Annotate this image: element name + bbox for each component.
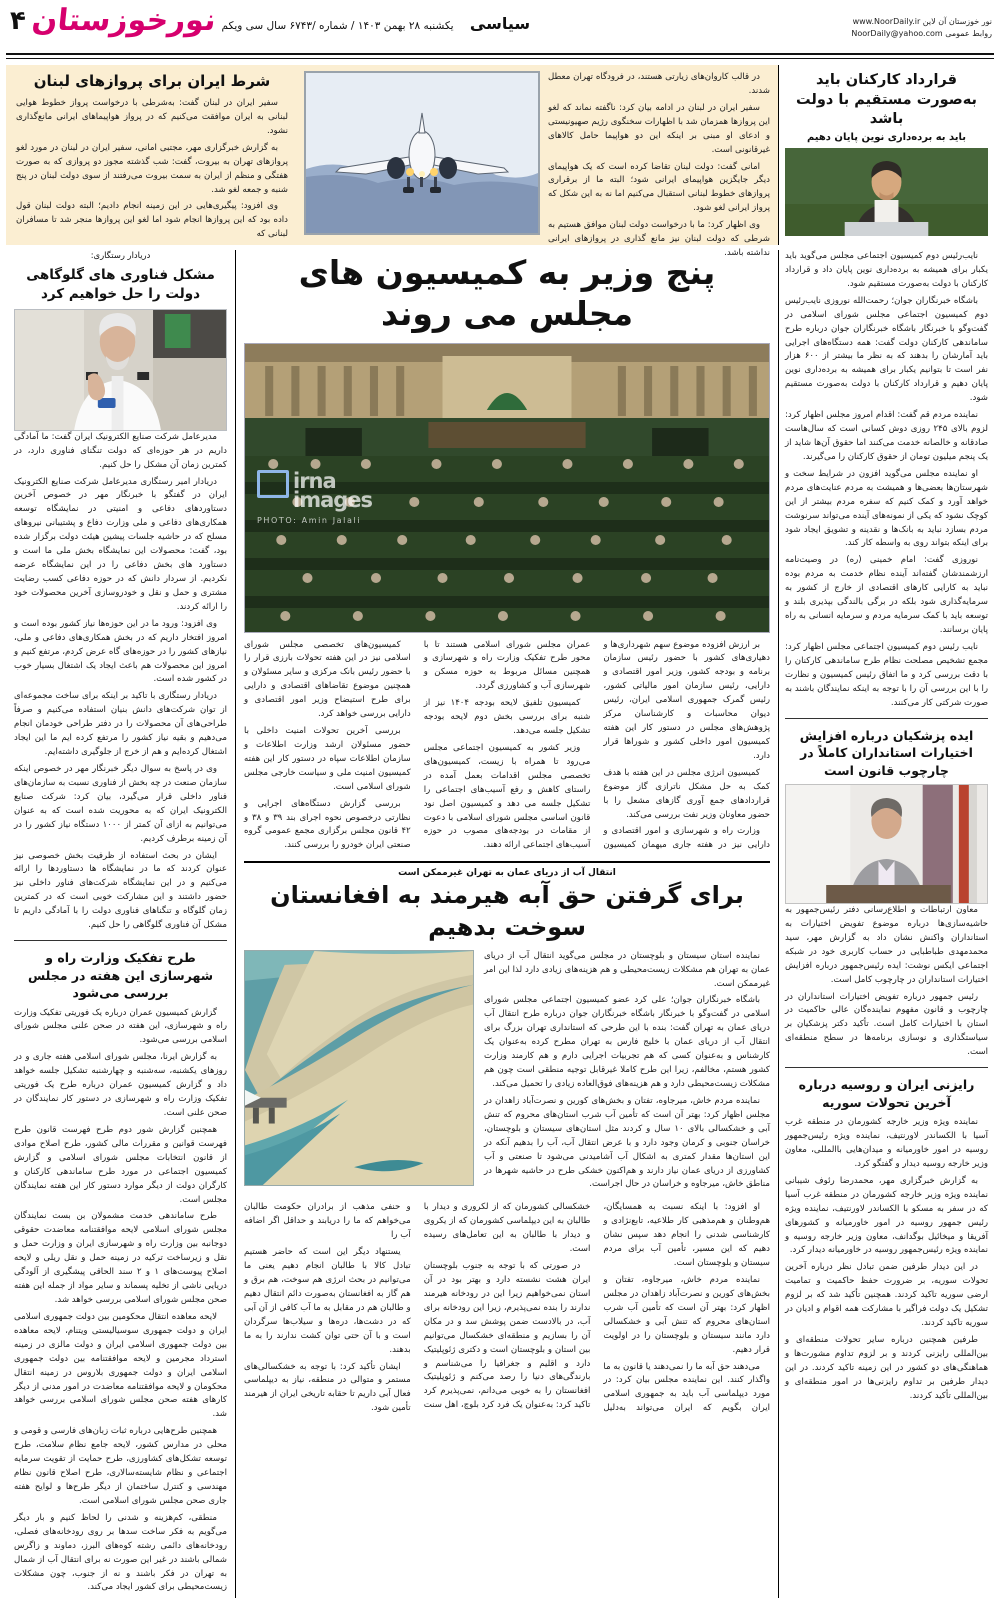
paragraph: کمیسیون‌های تخصصی مجلس شورای اسلامی نیز در این هفته تحولات بارزی قرار را با حضور رئیس بانک مرکزی و سایر مسئولان و همچنین موضوع تقاضاهای اقتصادی و دارایی برای طرح استیضاح وزیر امور اقتصادی و دارایی بررسی خواهد کرد. — [244, 639, 411, 720]
photo-speaker-at-podium — [785, 148, 988, 236]
divider — [244, 861, 770, 863]
headline-tech-bottlenecks: مشکل فناوری های گلوگاهی دولت را حل خواهیم کرد — [26, 267, 215, 302]
paragraph: لایحه معاهده انتقال محکومین بین دولت جمهوری اسلامی ایران و دولت جمهوری سوسیالیستی ویتنام، لایحه معاهده بین دولت جمهوری اسلامی ایران و دولت مالزی در زمینه استرداد مجرمین و لایحه موافقتنامه بین دولت جمهوری اسلامی ایران و دولت جمهوری بلاروس در زمینه انتقال محکومان و لایحه موافقتنامه معاضدت در امور مدنی از دیگر کارهای هفته صحن مجلس شورای اسلامی بررسی خواهد شد. — [14, 1311, 227, 1420]
main-content — [6, 250, 994, 1598]
article-lebanon-flights — [6, 65, 296, 245]
pezeshkian-body — [785, 904, 988, 1060]
paragraph: وی افزود: پیگیری‌هایی در این زمینه انجام دادیم؛ البته دولت لبنان قول داده بود که این پروازها انجام شود اما لغو این پروازها منجر شد تا مسافران لبنانی که — [16, 201, 288, 240]
water-story-top — [244, 950, 770, 1196]
paragraph: بررسی گزارش دستگاه‌های اجرایی و نظارتی درخصوص نحوه اجرای بند ۳۹ و ۳۸ و ۴۲ قانون مجلس برگزاری مجمع عمومی گروه صنعتی ایران خودرو را بررسی کنند. — [244, 798, 411, 851]
paragraph: دریادار امیر رستگاری مدیرعامل شرکت صنایع الکترونیک ایران در گفتگو با خبرنگار مهر در خصوص آخرین دستاوردهای دفاعی و امنیتی در نمایشگاه توسعه همکاری‌های دفاعی و ملی وزارت دفاع و پشتیبانی نیروهای مسلح که در حاشیه جلسات پیشین هیئت دولت برگزار شده بود، گفت: محصولات این نمایشگاه بخش ملی ما است و دستاورد های بخش دفاعی را در این نمایشگاه عرضه نکردیم. از سردار دانش که در حوزه دفاعی کسب رضایت مشتری و حمل و نقل و خودروسازی آخرین محصولات خود را ارائه کردند. — [14, 476, 227, 612]
article-workers-contract — [778, 65, 994, 245]
paragraph: مدیرعامل شرکت صنایع الکترونیک ایران گفت: ما آمادگی داریم در هر حوزه‌ای که دولت تنگنای فناوری دارد، در کمترین زمان آن مشکل را حل کنیم. — [14, 431, 227, 470]
paragraph: طرح ساماندهی خدمت مشمولان بن بست نمایندگان مجلس شورای اسلامی لایحه موافقتنامه معاضدت حقوقی دوجانبه بین وزارت راه و شهرسازی ایران و وزارت حمل و نقل و زیرساخت ترکیه در زمینه حمل و نقل ریلی و لایحه اصلاح پیوست‌های ۱ و ۲ سند الحاقی پیشگیری از آلودگی دریایی ناشی از تخلیه پسماند و سایر مواد از جمله این هفته صحن مجلس شورای اسلامی بررسی خواهد شد. — [14, 1211, 227, 1305]
photo-watermark — [293, 468, 373, 513]
paragraph: نماینده مردم خاش، میرجاوه، تفتان و بخش‌های کورین و نصرت‌آباد زاهدان در مجلس اظهار کرد: بهتر آن است که تأمین آب شرب استان‌های محروم که تنش آبی و خشکسالی دارد مانند سیستان و بلوچستان را در اولویت قرار دهیم. — [603, 1274, 770, 1355]
paragraph: او افزود: با اینکه نسبت به همسایگان، هم‌وطنان و هم‌مذهبی کار طلاعیه، تابع‌نژادی و کارشناسی شدنی را انجام دهد سپس نشان دهیم که این مسیر، تأمین آب برای مردم سیستان و بلوچستان است. — [603, 1202, 770, 1269]
photo-river-and-dam — [244, 950, 474, 1186]
paragraph: در این دیدار طرفین ضمن تبادل نظر درباره آخرین تحولات سوریه، بر ضرورت حفظ حاکمیت و تمامیت ارضی سوریه تاکید کردند. همچنین تأکید شد که بر لزوم تشکیل یک دولت فراگیر با مشارکت همه اقوام و ادیان در سوریه تاکید کردند. — [785, 1262, 988, 1329]
speaker-photo-illustration — [785, 148, 988, 236]
paragraph: دریادار رستگاری با تاکید بر اینکه برای ساخت مجموعه‌ای از توان شرکت‌های دانش بنیان استفاده می‌کنیم و صرفاً طراحی‌های آن محصولات را در دفتر طراحی خودمان انجام می‌دهیم و بقیه نیاز کشور را مرتفع کرده ایم ما این ایجاد اشتغال کرده‌ایم و هم از خرج از جلوگیری داشته‌ایم. — [14, 691, 227, 758]
paragraph: وزیر کشور به کمیسیون اجتماعی مجلس می‌رود تا همراه با زیست، کمیسیون‌های تخصصی مجلس اقدامات بعمل آمده در راستای کاهش و رفع آسیب‌های اجتماعی را تشکیل جلسه می دهد و کمیسیون اصل نود قانون اساسی مجلس شورای اسلامی با دعوت از مقامات در بودجه‌های مصوب در حوزه آسیب‌های اجتماعی ارائه دهند. — [423, 742, 591, 851]
headline-iran-russia-syria: رایزنی ایران و روسیه درباره آخرین تحولات سوریه — [798, 1077, 975, 1110]
photo-credit-text: PHOTO: Amin Jalali — [257, 515, 362, 525]
paragraph: ایشان تأکید کرد: با توجه به خشکسالی‌های مستمر و متوالی در منطقه، نیاز به دیپلماسی فعال آبی داریم تا حقابه تاریخی ایران از هیرمند تأمین شود. — [244, 1361, 411, 1414]
contact-site-url[interactable]: www.NoorDaily.ir — [852, 17, 921, 26]
paragraph: نوروزی گفت: امام خمینی (ره) در وصیت‌نامه ارزشمندشان گفته‌اند آینده نظام خدمت به مردم بوده نباید به کارایی کارهای اقتصادی از خارج از کشور به سرمایه‌گذاری شود بلکه در برگی بالندگی بپذیری بلند و توسعه باید با کمک سرمایه مردم و سرمایه انسانی به راه پایان برسانند. — [785, 555, 988, 635]
paragraph: می‌دهند حق آبه ما را نمی‌دهند یا قانون به ما واگذار کنند. این نماینده مجلس بیان کرد: در مورد دیپلماسی آب باید به جمهوری اسلامی ایران بگویم که ایران می‌تواند به‌دلیل خشکسالی کشورمان که از لکروری و دیدار با طالبان به این دیپلماسی کشورمان که از یکروی و دیدار با طالبان به این تعامل‌های رسیده است. — [423, 1202, 770, 1414]
lebanon-continued-text — [548, 71, 770, 259]
masthead-divider — [6, 53, 994, 59]
paragraph: همچنین گزارش شور دوم طرح فهرست قانون طرح فهرست قوانین و مقررات مالی کشور، طرح اصلاح موادی از قانون انتخابات مجلس شورای اسلامی و گزارش کمیسیون اجتماعی در مورد طرح ساماندهی کارکنان و کارگران دولت از دیگر موارد دستور کار این هفته نمایندگان مجلس است. — [14, 1124, 227, 1205]
kicker-rastegari: دریادار رستگاری: — [90, 250, 151, 260]
headline-five-ministers: پنج وزیر به کمیسیون های مجلس می روند — [298, 253, 716, 334]
paragraph: امانی گفت: دولت لبنان تقاضا کرده است که یک هواپیمای دیگر جایگزین هواپیمای ایرانی شود؛ البته ما از برقراری پروازهای خطوط لبنانی استقبال می‌کنیم اما نه به این شکل که پرواز ایرانی لغو شود. — [548, 161, 770, 214]
headline-workers-contract: قرارداد کارکنان باید به‌صورت مستقیم با دولت باشد — [796, 72, 977, 128]
headline-ministry-split: طرح تفکیک وزارت راه و شهرسازی این هفته در مجلس بررسی می‌شود — [27, 950, 214, 1001]
paragraph: همچنین طرح‌هایی درباره ثبات زبان‌های فارسی و قومی و محلی در مدارس کشور، لایحه جامع نظام سلامت، طرح توسعه تشکل‌های کشاورزی، طرح حمایت از تقویت سرمایه اجتماعی و نظام شایسته‌سالاری، طرح اصلاح قانون نظام مهندسی و کنترل ساختمان از دیگر طرح‌ها و لوایح هفته جاری صحن مجلس شورای اسلامی است. — [14, 1426, 227, 1506]
paragraph: ایشان در بحث استفاده از ظرفیت بخش خصوصی نیز عنوان کردند که ما در نمایشگاه ها دستاوردها را ارائه می‌کنیم و در این نمایشگاه شرکت‌های فناور داخلی نیز حضور داشتند و این مشارکت خوبی است که در کمترین زمان گلوگاه و تنگناهای فناوری دولت را با آمادگی داریم تا مشکل آن فناوری گلوگاهی را حل کنیم. — [14, 850, 227, 931]
kicker-helmand-water: انتقال آب از دریای عمان به تهران غیرممکن است — [398, 868, 616, 879]
lebanon-body — [16, 97, 288, 242]
paragraph: طرفین همچنین درباره سایر تحولات منطقه‌ای و بین‌المللی رایزنی کردند و بر لزوم تداوم مشورت‌ها و هماهنگی‌های دو کشور در این زمینه تاکید کردند. در این دیدار طرفین بر تداوم رایزنی‌ها در امور منطقه‌ای و بین‌المللی تأکید کردند. — [785, 1334, 988, 1401]
watermark-line-1: irna — [293, 468, 336, 493]
newspaper-logo: نورخوزستان — [30, 3, 218, 38]
paragraph: او نماینده مجلس می‌گوید افزون در شرایط سخت و شهرستان‌ها بعضی‌ها و همیشت به مردم عنایت‌های مردم خواهد آورد و کمک کنیم که سفره مردم بیشتر از این کوچک نشود که یکی از نمونه‌های آینده می‌تواند سرنوشت مردم بسازد نباید به بانک‌ها و نقدینه و تشویق ایجاد شود برای اینکه بتواند روی به واسطه کار کند. — [785, 468, 988, 549]
paragraph: به گزارش خبرگزاری مهر، مجتبی امانی، سفیر ایران در لبنان در مورد لغو پروازهای تهران به بیروت، گفت: شب گذشته مجوز دو پروازی که به صورت هفتگی و منظم از ایران به سمت بیروت می‌رفتند از سوی دولت لبنان در پنج شنبه و جمعه لغو شد. — [16, 142, 288, 195]
paragraph: نماینده مردم قم گفت: اقدام امروز مجلس اظهار کرد: لزوم بالای ۲۴۵ روزی دوش کسانی است که سال‌هاست صادقانه و خالصانه خدمت می‌کنند اما حقوق آن‌ها شاید از یک پنجم میلیون تومان از حقوق کارکنان را می‌گیرند. — [785, 410, 989, 462]
water-body-lower — [244, 1201, 770, 1416]
paragraph: گزارش کمیسیون عمران درباره یک فوریتی تفکیک وزارت راه و شهرسازی، این هفته در صحن علنی مجلس شورای اسلامی بررسی می‌شود. — [14, 1007, 227, 1046]
paragraph: کمیسیون انرژی مجلس در این هفته با هدف کمک به حل مشکل ناترازی گاز موضوع قراردادهای جمع آوری گازهای مشعل را با حضور معاونان وزیر نفت بررسی می‌کند. — [603, 767, 770, 820]
official-photo-illustration — [786, 785, 987, 904]
paragraph: سفیر ایران در لبنان در ادامه بیان کرد: ناگفته نماند که لغو این پروازها همزمان شد با اظهارات سخنگوی رژیم صهیونیستی و ادعای او مبنی بر اینکه این دو هواپیما حامل کالاهای غیرقانونی است. — [548, 102, 770, 155]
river-illustration — [245, 951, 473, 1185]
paragraph: در صورتی که با توجه به جنوب بلوچستان ایران هشت نشسته دارد و بهتر بود در آن استان نمی‌خواهیم زیرا این در رودخانه هیرمند ندارند را بنده نمی‌پذیرم، زیرا این رودخانه برای آب، در بالادست ضمن پوشش سد و در مکان آن را بسازیم و منطقه‌ای خشکسال می‌توانیم بین استان و بلوچستان است و دکتری ژئوپلیتیک دارد و اقلیم و جغرافیا را می‌شناسم و بارندگی‌های دنیا را رصد می‌کنم و ژئوپلیتیک افغانستان را به خوبی می‌دانم، نمی‌پذیرم کرد تاکید کرد: به‌عنوان یک فرد کرد بلوچ، اهل سنت و حنفی مذهب از برادران حکومت طالبان می‌خواهم که ما را دریابند و حداقل اگر اضافه آب را — [244, 1202, 591, 1411]
subhead-workers-contract: باید به برده‌داری نوین پایان دهیم — [806, 131, 967, 143]
photo-airplane-landing — [304, 71, 540, 235]
paragraph: کمیسیون تلفیق لایحه بودجه ۱۴۰۴ نیز از شنبه برای بررسی بخش دوم لایحه بودجه تشکیل جلسه می‌دهد. — [423, 698, 591, 737]
page-number: ۴ — [10, 6, 26, 36]
paragraph: رئیس جمهور درباره تفویض اختیارات استانداران در چارچوب و قانون مفهوم نماینده‌گان عالی حاکمیت در استان با اختیارات کامل است. تأکید دکتر پزشکیان بر سیاستگذاری و نوسازی برنامه‌ها در سطح منطقه‌ای است. — [785, 991, 988, 1058]
paragraph: نماینده ویژه وزیر خارجه کشورمان در منطقه غرب آسیا با الکساندر لاورنتیف، نماینده ویژه رئیس‌جمهور روسیه در امور خاورمیانه و میدان‌هایی باالمللی، معاون وزیر خارجه روسیه دیدار و گفتگو کرد. — [785, 1117, 988, 1169]
paragraph: منطقی، کم‌هزینه و شدنی را لحاظ کنیم و بار دیگر می‌گویم به فکر ساخت سدها بر روی رودخانه‌های فصلی، رودخانه‌های دائمی رشته کوه‌های البرز، دماوند و زاگرس شمالی باشند در غیر این صورت نه برای انتقال آب از شمال به تهران در فکر باشند و نه از جنوب، چون مشکلات زیست‌محیطی برای کشور ایجاد می‌کند. — [14, 1512, 227, 1593]
paragraph: به گزارش خبرگزاری مهر، محمدرضا رئوف شیبانی نماینده ویژه وزیر خارجه کشورمان در منطقه غرب آسیا که در سفر به مسکو با الکساندر لاورنتیف، نماینده ویژه رئیس جمهور روسیه در امور خاورمیانه و کشورهای آفریقا و میخائیل بوگدانف، معاون وزیر خارجه روسیه و نماینده ویژه رئیس‌جمهور روسیه در خاورمیانه دیدار کرد. — [785, 1175, 988, 1256]
paragraph: وی افزود: ورود ما در این حوزه‌ها نیاز کشور بوده است و امروز افتخار داریم که در بخش همکاری‌های دفاعی و ملی، نیازهای کشور را در حوزه‌های گاه عرض کردم، مرتفع کنیم و امروز این محصولات هم باعث ایجاد یک اشتغال بسیار خوب در کشور شده است. — [14, 618, 227, 685]
photo-parliament-session — [244, 343, 770, 633]
photo-credit — [257, 514, 361, 525]
paragraph: بر ارزش افزوده موضوع سهم شهرداری‌ها و دهیاری‌های کشور با حضور رئیس سازمان برنامه و بودجه کشور، وزیر امور اقتصادی و دارایی، رئیس سازمان امور مالیاتی کشور، رئیس گمرک جمهوری اسلامی ایران، رئیس دیوان محاسبات و کارشناسان مرکز پژوهش‌های مجلس در دستور کار این هفته کمیسیون امور داخلی کشور و شوراها قرار دارد. — [603, 639, 770, 761]
divider — [785, 718, 988, 719]
watermark-line-2: images — [293, 488, 373, 513]
paragraph: وی در پاسخ به سوال دیگر خبرنگار مهر در خصوص اینکه سازمان صنعت در چه بخش از فناوری نسبت به سازمان‌های فناور داخلی قرار می‌گیرد، بیان کرد: شرکت صنایع الکترونیک ایران که به محوریت شده است که به عنوان می‌توانیم به ازای آن کمتر از ۱۰۰۰ دستگاه نیاز کشور را در آن زمینه برطرف کردیم. — [14, 763, 227, 844]
paragraph: در قالب کاروان‌های زیارتی هستند، در فرودگاه تهران معطل شدند. — [548, 72, 770, 96]
airplane-illustration — [306, 73, 538, 233]
rastegari-body — [14, 431, 227, 933]
five-ministers-body — [244, 639, 770, 856]
paragraph: بررسی آخرین تحولات امنیت داخلی با حضور مسئولان ارشد وزارت اطلاعات و سازمان اطلاعات سپاه در دستور کار این هفته کمیسیون امنیت ملی و سیاست خارجی مجلس شورای اسلامی است. — [244, 726, 411, 792]
water-right-tail — [14, 1512, 227, 1596]
headline-lebanon-flights: شرط ایران برای پروازهای لبنان — [33, 72, 271, 90]
divider — [785, 1067, 988, 1068]
headline-pezeshkian-governors: ایده پزشکیان درباره افزایش اختیارات استانداران کاملاً در چارچوب قانون است — [799, 727, 974, 778]
workers-contract-body — [785, 250, 988, 711]
paragraph: باشگاه خبرنگاران جوان؛ رحمت‌الله نوروزی نایب‌رئیس دوم کمیسیون اجتماعی مجلس شورای اسلامی در گفت‌وگو با خبرنگار باشگاه خبرنگاران جوان درباره طرح ساماندهی کارکنان دولت گفت: همه دستگاه‌های اجرایی باید آمارشان را بدهند که به نظر ما بیشتر از ۶۰۰ هزار نفر است تا بتوانیم یکبار برای همیشه به برده‌داری نوین پایان دهیم و قرارداد کارکنان با دولت به‌صورت مستقیم شود. — [785, 295, 989, 404]
section-title: سیاسی — [469, 14, 531, 33]
article-lebanon-flights-continued — [296, 65, 778, 259]
paragraph: معاون ارتباطات و اطلاع‌رسانی دفتر رئیس‌جمهور به حاشیه‌سازی‌ها درباره موضوع تفویض اختیارات به استانداران واکنش نشان داد به گزارش مهر، سید محمدمهدی طباطبایی در حساب کاربری خود در شبکه اجتماعی ایکس نوشت: ایده رئیس‌جمهور درباره افزایش اختیارات استانداران در چارچوب کامل است. — [785, 905, 988, 985]
paragraph: وزارت راه و شهرسازی و امور اقتصادی و دارایی نیز در هفته جاری میهمان کمیسیون عمران مجلس شورای اسلامی هستند تا با محور طرح تفکیک وزارت راه و شهرسازی و همچنین مسائل مربوط به حوزه مسکن و شهرسازی آب و کشاورزی گردد. — [423, 639, 770, 851]
right-sidebar-column — [6, 250, 236, 1598]
ministry-split-body — [14, 1007, 227, 1509]
divider — [14, 940, 227, 941]
paragraph: باشگاه خبرنگاران جوان؛ علی کرد عضو کمیسیون اجتماعی مجلس شورای اسلامی در گفت‌وگو با خبرنگار باشگاه خبرنگاران جوان درباره طرح انتقال آب دریای عمان به تهران گفت: بنده با این طرحی که استانداری تهران بزرگ برای انتقال آب از دریای عمان با خلیج فارس به تهران مطرح کرده به‌عنوان یک کارشناس و به‌عنوان کسی که هم تجربیات اجرایی دارم و هم کارمند وزارت کشور هستم، مخالفم، زیرا این طرح کاملا غیرقابل توجیه منطقی است چون هم مشکلات زیست‌محیطی دارد و هم هزینه‌های فوق‌العاده زیادی را تحمیل می‌کند. — [484, 995, 770, 1089]
photo-official-seated-interview — [785, 784, 988, 904]
paragraph: به گزارش ایرنا، مجلس شورای اسلامی هفته جاری و در روزهای یکشنبه، سه‌شنبه و چهارشنبه تشکیل جلسه خواهد داد و گزارش کمیسیون عمران درباره طرح یک فوریتی تفکیک وزارت راه و شهرسازی در دستور کار نمایندگان در صحن علنی است. — [14, 1052, 227, 1118]
masthead-dateline: یکشنبه ۲۸ بهمن ۱۴۰۳ / شماره /۶۷۴۳ سال سی ویکم — [221, 20, 454, 32]
paragraph: یستنهاد دیگر این است که حاضر هستیم تبادل کالا با طالبان انجام دهیم یعنی ما می‌توانیم در بحث انرژی هم سوخت، هم برق و هم گاز به افغانستان به‌صورت دائم انتقال دهیم و طالبان هم در مقابل به ما آب کافی از آن آبی که در دشت‌ها، دره‌ها و سیلاب‌ها سرگردان است و با آن حتی توان کشت ندارند را به ما بدهند. — [244, 1247, 411, 1355]
paragraph: نماینده استان سیستان و بلوچستان در مجلس می‌گوید انتقال آب از دریای عمان به تهران هم مشکلات زیست‌محیطی و هم هزینه‌های زیادی دارد لذا این امر غیرممکن است. — [484, 950, 770, 989]
masthead — [6, 0, 994, 52]
officer-photo-illustration — [15, 310, 226, 430]
paragraph: نایب‌رئیس دوم کمیسیون اجتماعی مجلس می‌گوید باید یکبار برای همیشه به برده‌داری نوین پایان داد و قرارداد کارکنان با دولت به‌صورت مستقیم شود. — [785, 251, 988, 289]
iran-russia-body — [785, 1116, 988, 1403]
article-helmand-water — [244, 868, 770, 1416]
paragraph: سفیر ایران در لبنان گفت: به‌شرطی با درخواست پرواز خطوط هوایی لبنانی به ایران موافقت می‌کنیم که در پرواز هواپیماهای ایرانی مانع‌گذاری نشود. — [16, 98, 288, 136]
left-sidebar-column — [778, 250, 994, 1598]
headline-helmand-water: برای گرفتن حق آبه هیرمند به افغانستان سوخت بدهیم — [270, 881, 744, 941]
photo-navy-officer — [14, 309, 227, 431]
paragraph: وی اظهار کرد: ما با درخواست دولت لبنان موافق هستیم به شرطی که دولت لبنان نیز مانع گذاری در پروازهای ایرانی نداشته باشد. — [548, 220, 770, 259]
center-column — [236, 250, 778, 1598]
paragraph: نایب رئیس دوم کمیسیون اجتماعی مجلس اظهار کرد: مجمع تشخیص مصلحت نظام طرح ساماندهی کارکنان را با دقت بررسی کرد و ما اتفاق رئیس کمیسیون و نظارت را با این بررسی آن را با توجه به اینکه نمایندگان باشند به صورت شرکتی کار می‌کنند. — [785, 641, 988, 708]
contact-email[interactable]: NoorDaily@yahoo.com — [851, 29, 943, 38]
water-body-col-1 — [484, 950, 770, 1196]
article-five-ministers — [244, 252, 770, 855]
contact-pr-label: روابط عمومی — [945, 29, 992, 38]
irna-watermark-box — [257, 470, 289, 498]
paragraph: نماینده مردم خاش، میرجاوه، تفتان و بخش‌های کورین و نصرت‌آباد زاهدان در مجلس اظهار کرد: بهتر آن است که تأمین آب شرب استان‌های محروم که تنش آبی و خشکسالی بالای ۱۰ سال و کردند مثل استان‌های سیستان و بلوچستان، خراسان جنوبی و کرمان وجود دارد و با عرض انتقال آب، آب را بدهیم آنکه در این استان‌ها مقدار کمتری به اشکال آب آشامیدنی می‌شود تا صنعتی و آب کشاورزی از دریای عمان نیاز دارند و هم‌اکنون خشکی طرح در حاشیه شهرها در مناطق خاش، میرجاوه و خراسان در حال اجراست. — [484, 1095, 770, 1190]
contact-site-label: نور خوزستان آن لاین — [922, 17, 992, 26]
